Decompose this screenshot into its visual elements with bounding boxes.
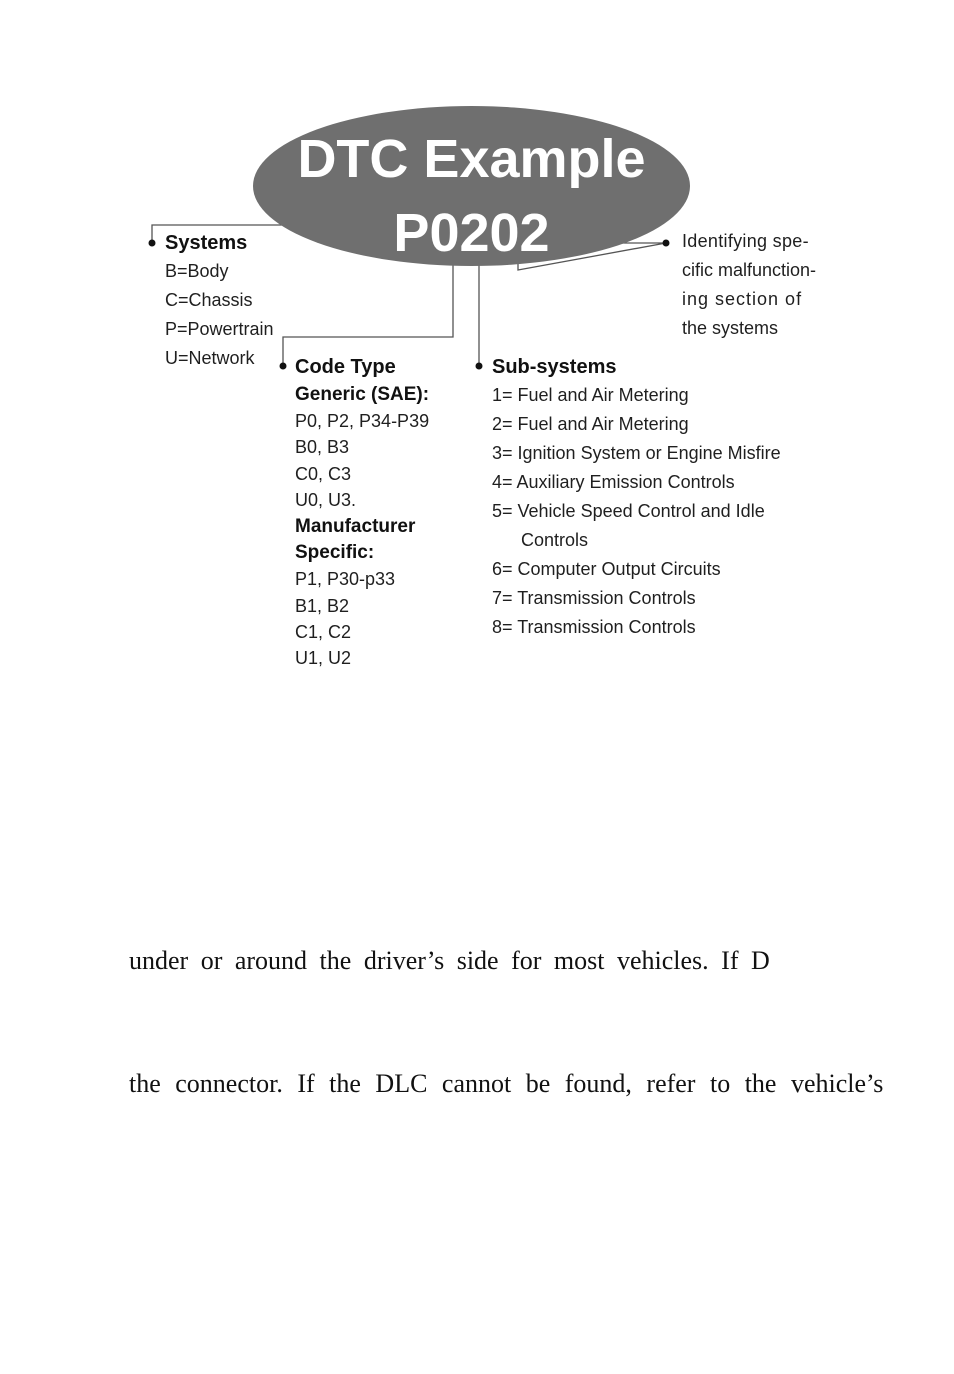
generic-item: C0, C3	[295, 464, 352, 484]
systems-item: C=Chassis	[165, 290, 253, 310]
dtc-code: P0202	[393, 203, 550, 263]
systems-item: B=Body	[165, 261, 229, 281]
identifying-line: the systems	[682, 318, 779, 338]
identifying-line: cific malfunction-	[682, 260, 817, 280]
generic-item: B0, B3	[295, 437, 350, 457]
sub-system-item: 8= Transmission Controls	[492, 617, 696, 637]
code-type-bullet	[280, 363, 287, 370]
systems-item: P=Powertrain	[165, 319, 274, 339]
sub-system-item: 5= Vehicle Speed Control and Idle	[492, 501, 765, 521]
sub-system-item: 4= Auxiliary Emission Controls	[492, 472, 735, 492]
body-text-line: the connector. If the DLC cannot be found, refer to the vehicle’s	[129, 1069, 884, 1098]
systems-bullet	[149, 240, 156, 247]
specific-label: Specific:	[295, 542, 375, 563]
identifying-line: Identifying spe-	[682, 231, 809, 251]
identifying-line: ing section of	[682, 289, 803, 309]
sub-systems-header: Sub-systems	[492, 356, 617, 378]
generic-item: U0, U3.	[295, 490, 357, 510]
manufacturer-item: P1, P30-p33	[295, 569, 396, 589]
sub-system-item: 1= Fuel and Air Metering	[492, 385, 689, 405]
diagram-title: DTC Example	[297, 129, 646, 189]
code-type-header: Code Type	[295, 356, 396, 378]
sub-system-item: 2= Fuel and Air Metering	[492, 414, 689, 434]
manufacturer-item: B1, B2	[295, 596, 350, 616]
manufacturer-label: Manufacturer	[295, 516, 416, 537]
sub-systems-bullet	[476, 363, 483, 370]
manufacturer-item: C1, C2	[295, 622, 352, 642]
body-text-line: under or around the driver’s side for most vehicles. If D	[129, 946, 770, 975]
sub-system-item: 3= Ignition System or Engine Misfire	[492, 443, 781, 463]
sub-system-item-continued: Controls	[521, 530, 589, 550]
manufacturer-item: U1, U2	[295, 648, 352, 668]
generic-label: Generic (SAE):	[295, 384, 430, 405]
sub-system-item: 6= Computer Output Circuits	[492, 559, 721, 579]
sub-system-item: 7= Transmission Controls	[492, 588, 696, 608]
generic-item: P0, P2, P34-P39	[295, 411, 430, 431]
systems-item: U=Network	[165, 348, 255, 368]
systems-header: Systems	[165, 232, 248, 254]
